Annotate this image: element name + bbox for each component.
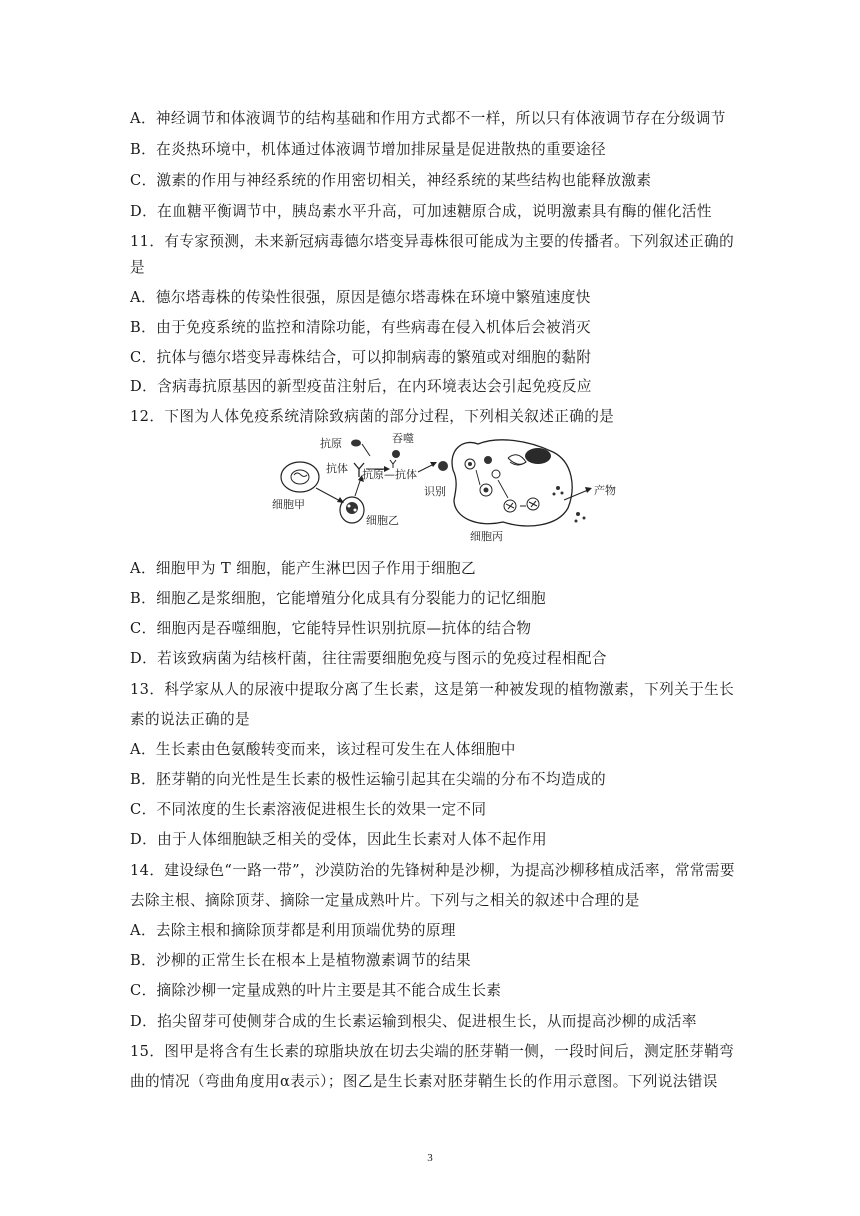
- recognition-label: 识别: [424, 485, 446, 498]
- option-14b: B．沙柳的正常生长在根本上是植物激素调节的结果: [130, 952, 471, 969]
- option-14c: C．摘除沙柳一定量成熟的叶片主要是其不能合成生长素: [130, 982, 502, 999]
- cell-c-label: 细胞丙: [470, 530, 503, 542]
- option-12c: C．细胞丙是吞噬细胞，它能特异性识别抗原—抗体的结合物: [130, 620, 532, 637]
- product-label: 产物: [594, 484, 616, 497]
- option-10b: B．在炎热环境中，机体通过体液调节增加排尿量是促进散热的重要途径: [130, 141, 606, 158]
- cell-a-icon: [281, 462, 319, 492]
- option-11a: A．德尔塔毒株的传染性很强，原因是德尔塔毒株在环境中繁殖速度快: [130, 289, 591, 306]
- cell-a-label: 细胞甲: [272, 498, 305, 511]
- option-11b: B．由于免疫系统的监控和清除功能，有些病毒在侵入机体后会被消灭: [130, 319, 591, 336]
- question-12-stem: 12．下图为人体免疫系统清除致病菌的部分过程，下列相关叙述正确的是: [130, 408, 615, 425]
- page-number: 3: [427, 1152, 433, 1164]
- option-14a: A．去除主根和摘除顶芽都是利用顶端优势的原理: [130, 922, 456, 939]
- cell-b-label: 细胞乙: [366, 514, 399, 527]
- option-14d: D．掐尖留芽可使侧芽合成的生长素运输到根尖、促进根生长，从而提高沙柳的成活率: [130, 1013, 697, 1030]
- option-10d: D．在血糖平衡调节中，胰岛素水平升高，可加速糖原合成，说明激素具有酶的催化活性: [130, 203, 712, 220]
- phagocytosis-label: 吞噬: [392, 432, 414, 445]
- antigen-label: 抗原: [320, 437, 342, 450]
- question-15-stem-cont: 曲的情况（弯曲角度用α表示）；图乙是生长素对胚芽鞘生长的作用示意图。下列说法错误: [130, 1073, 718, 1090]
- option-12a: A．细胞甲为 T 细胞，能产生淋巴因子作用于细胞乙: [130, 560, 477, 577]
- option-13b: B．胚芽鞘的向光性是生长素的极性运输引起其在尖端的分布不均造成的: [130, 771, 606, 788]
- question-13-stem-cont: 素的说法正确的是: [130, 711, 250, 728]
- immune-process-figure: [258, 430, 628, 542]
- option-13d: D．由于人体细胞缺乏相关的受体，因此生长素对人体不起作用: [130, 831, 547, 848]
- option-12b: B．细胞乙是浆细胞，它能增殖分化成具有分裂能力的记忆细胞: [130, 590, 546, 607]
- complex-icon: [392, 450, 400, 458]
- antibody-label: 抗体: [326, 462, 348, 475]
- question-11-stem-cont: 是: [130, 259, 145, 276]
- question-14-stem: 14．建设绿色“一路一带”，沙漠防治的先锋树种是沙柳，为提高沙柳移植成活率，常常需要: [130, 862, 735, 879]
- question-15-stem: 15．图甲是将含有生长素的琼脂块放在切去尖端的胚芽鞘一侧，一段时间后，测定胚芽鞘弯: [130, 1043, 735, 1060]
- option-10a: A．神经调节和体液调节的结构基础和作用方式都不一样，所以只有体液调节存在分级调节: [130, 110, 726, 127]
- option-11d: D．含病毒抗原基因的新型疫苗注射后，在内环境表达会引起免疫反应: [130, 378, 592, 395]
- option-13a: A．生长素由色氨酸转变而来，该过程可发生在人体细胞中: [130, 741, 516, 758]
- antigen-icon: [351, 440, 361, 447]
- option-11c: C．抗体与德尔塔变异毒株结合，可以抑制病毒的繁殖或对细胞的黏附: [130, 349, 592, 366]
- complex-label: 抗原—抗体: [362, 468, 417, 481]
- option-10c: C．激素的作用与神经系统的作用密切相关，神经系统的某些结构也能释放激素: [130, 172, 652, 189]
- question-11-stem: 11．有专家预测，未来新冠病毒德尔塔变异毒株很可能成为主要的传播者。下列叙述正确的: [130, 233, 735, 250]
- cell-b-icon: [340, 497, 364, 523]
- question-13-stem: 13．科学家从人的尿液中提取分离了生长素，这是第一种被发现的植物激素，下列关于生长: [130, 681, 735, 698]
- cell-c-icon: [452, 440, 572, 526]
- question-14-stem-cont: 去除主根、摘除顶芽、摘除一定量成熟叶片。下列与之相关的叙述中合理的是: [130, 892, 640, 909]
- option-12d: D．若该致病菌为结核杆菌，往往需要细胞免疫与图示的免疫过程相配合: [130, 650, 607, 667]
- option-13c: C．不同浓度的生长素溶液促进根生长的效果一定不同: [130, 801, 487, 818]
